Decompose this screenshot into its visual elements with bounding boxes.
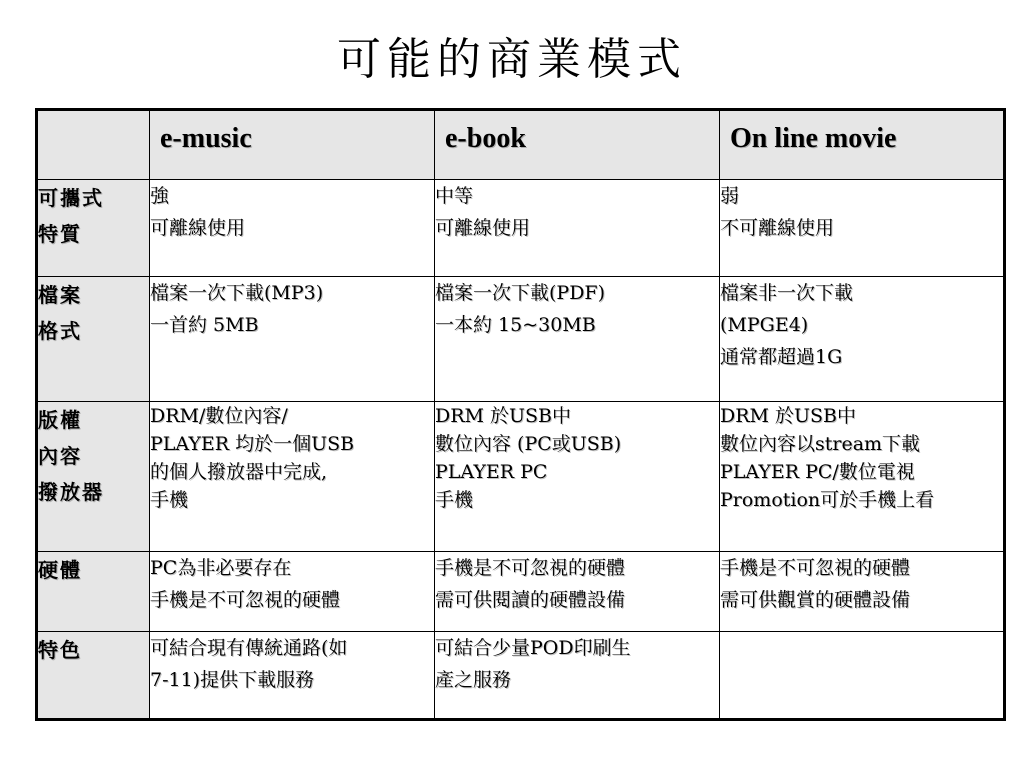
row-label-line: 特質 [38,222,82,246]
cell-line: 弱 [720,185,740,207]
cell-line: DRM 於USB中 [435,405,572,427]
cell-line: 檔案一次下載(PDF) [435,282,606,304]
table-cell [150,632,435,720]
table-cell [150,402,435,552]
cell-line: PLAYER 均於一個USB [150,433,355,455]
cell-line: 可結合少量POD印刷生 [435,637,631,659]
cell-line: 一首約 5MB [150,314,259,336]
cell-line: 強 [150,185,170,207]
cell-line: 手機 [435,489,474,511]
table-cell [435,632,720,720]
cell-line: 的個人撥放器中完成, [150,461,328,483]
table-cell [435,277,720,402]
table-cell [150,552,435,632]
row-label-line: 格式 [38,319,82,343]
table-cell-empty [720,632,1005,720]
cell-line: 手機是不可忽視的硬體 [435,557,626,579]
cell-line: 一本約 15~30MB [435,314,596,336]
table-row-portability [37,180,1005,277]
table-cell [150,277,435,402]
cell-line: 可結合現有傳統通路(如 [150,637,348,659]
row-label-line: 硬體 [38,558,82,582]
table-cell [720,402,1005,552]
cell-line: 手機是不可忽視的硬體 [720,557,911,579]
table-row-features [37,632,1005,720]
table-cell [435,180,720,277]
business-model-table [35,108,1006,721]
cell-line: PLAYER PC [435,461,548,483]
row-label [37,277,150,402]
cell-line: 不可離線使用 [720,217,835,239]
table-row-hardware [37,552,1005,632]
cell-line: 數位內容以stream下載 [720,433,921,455]
column-header-online-movie: On line movie [720,110,1005,180]
table-cell [435,402,720,552]
table-cell [720,180,1005,277]
row-label-line: 特色 [38,638,82,662]
column-header-e-book: e-book [435,110,720,180]
cell-line: 需可供觀賞的硬體設備 [720,589,911,611]
cell-line: 需可供閱讀的硬體設備 [435,589,626,611]
cell-line: 檔案一次下載(MP3) [150,282,324,304]
table-row-file-format [37,277,1005,402]
cell-line: DRM/數位內容/ [150,405,288,427]
cell-line: 檔案非一次下載 [720,282,854,304]
row-label-line: 檔案 [38,283,82,307]
cell-line: DRM 於USB中 [720,405,857,427]
table-cell [720,277,1005,402]
cell-line: PLAYER PC/數位電視 [720,461,915,483]
cell-line: PC為非必要存在 [150,557,292,579]
row-label-line: 版權 [38,408,82,432]
row-label [37,180,150,277]
cell-line: Promotion可於手機上看 [720,489,935,511]
table-cell [150,180,435,277]
cell-line: 手機是不可忽視的硬體 [150,589,341,611]
table-header-row [37,110,1005,180]
cell-line: 中等 [435,185,474,207]
row-label-line: 內容 [38,444,82,468]
cell-line: 手機 [150,489,189,511]
cell-line: 通常都超過1G [720,346,843,368]
row-label [37,402,150,552]
column-header-e-music: e-music [150,110,435,180]
cell-line: (MPGE4) [720,314,809,336]
cell-line: 可離線使用 [435,217,531,239]
cell-line: 可離線使用 [150,217,246,239]
table-cell [435,552,720,632]
cell-line: 7-11)提供下載服務 [150,669,315,691]
table-row-copyright-content-player [37,402,1005,552]
table-cell [720,552,1005,632]
cell-line: 產之服務 [435,669,512,691]
cell-line: 數位內容 (PC或USB) [435,433,622,455]
row-label-line: 撥放器 [38,480,104,504]
row-label-line: 可攜式 [38,186,104,210]
slide-title: 可能的商業模式 [337,34,687,85]
row-label [37,632,150,720]
row-label [37,552,150,632]
header-corner [37,110,150,180]
